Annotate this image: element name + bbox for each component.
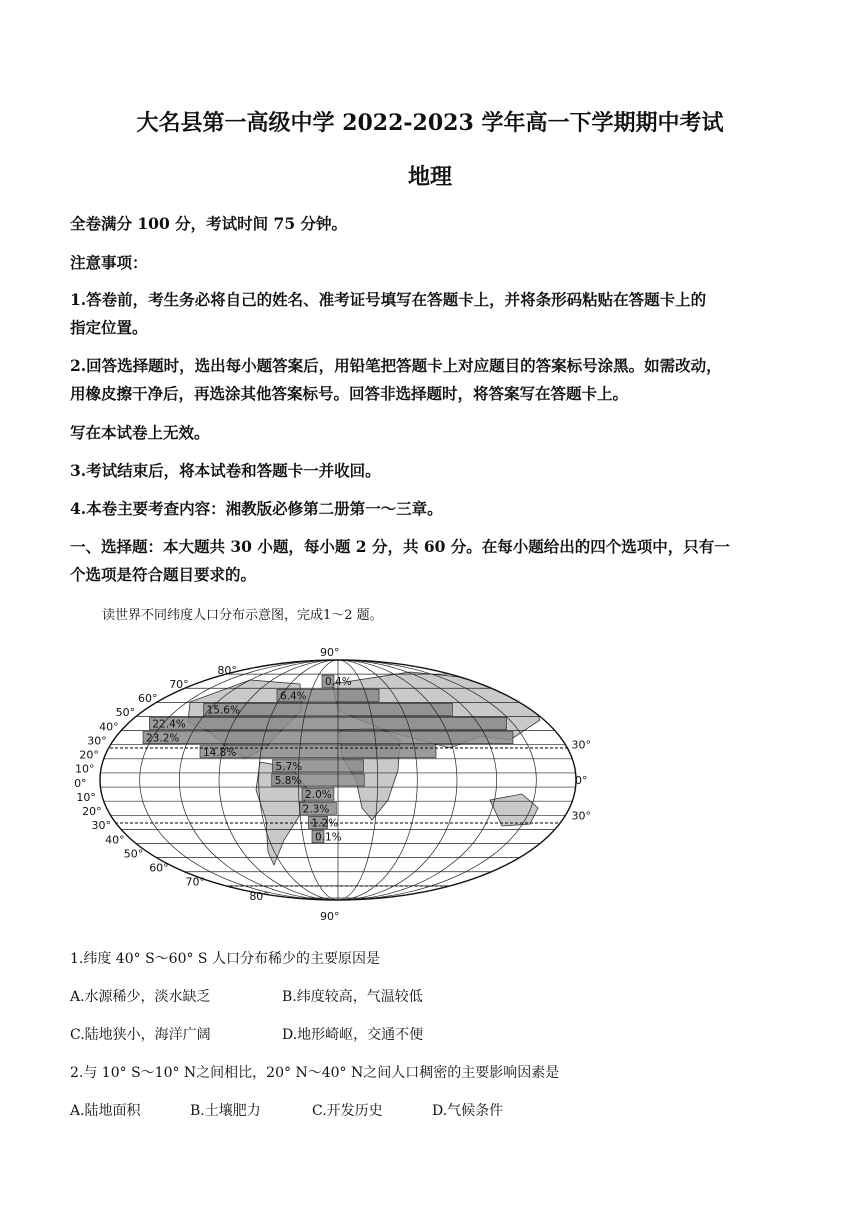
section-heading-line-1: 一、选择题：本大题共 30 小题，每小题 2 分，共 60 分。在每小题给出的四个选项中，只有一 [70,537,730,556]
latitude-label-right: 30° [571,738,591,752]
latitude-label-left: 10° [75,762,95,776]
question-2-option-a: A.陆地面积 [70,1103,141,1119]
population-bar [204,703,453,715]
latitude-label-left: 80° [249,889,269,903]
notice-item-3: 3.考试结束后，将本试卷和答题卡一并收回。 [70,461,381,480]
population-latitude-map [70,640,600,925]
score-time-note: 全卷满分 100 分，考试时间 75 分钟。 [70,214,348,233]
population-percent-label: 2.0% [305,789,332,802]
population-percent-label: 22.4% [152,718,186,731]
latitude-label-left: 80° [217,663,237,677]
latitude-label-left: 20° [79,748,99,762]
population-percent-label: 2.3% [302,803,330,816]
population-percent-label: 5.7% [275,760,303,773]
latitude-label-left: 20° [82,805,102,819]
notice-item-4: 4.本卷主要考查内容：湘教版必修第二册第一～三章。 [70,499,443,518]
notice-item-1-line-1: 1.答卷前，考生务必将自己的姓名、准考证号填写在答题卡上，并将条形码粘贴在答题卡上的 [70,290,707,309]
population-percent-label: 5.8% [274,775,302,788]
question-1-option-d: D.地形崎岖，交通不便 [282,1027,424,1043]
latitude-label-left: 40° [99,720,119,734]
notice-item-2-line-3: 写在本试卷上无效。 [70,423,210,442]
figure-intro: 读世界不同纬度人口分布示意图，完成1～2 题。 [102,608,383,623]
population-bar [143,732,513,744]
question-2-option-c: C.开发历史 [312,1103,383,1119]
latitude-label-left: 0° [74,776,87,790]
question-1-stem: 1.纬度 40° S～60° S 人口分布稀少的主要原因是 [70,951,380,967]
notice-item-1-line-2: 指定位置。 [70,318,148,337]
population-percent-label: 6.4% [279,690,307,703]
question-2-stem: 2.与 10° S～10° N之间相比，20° N～40° N之间人口稠密的主要影响因素是 [70,1065,560,1081]
exam-title: 大名县第一高级中学 2022-2023 学年高一下学期期中考试 [136,110,724,136]
population-bar [149,717,506,729]
latitude-label-right: 30° [571,809,591,823]
latitude-label-left: 30° [91,819,112,833]
right-latitude-labels [571,739,591,823]
population-percent-label: 0.1% [315,831,342,844]
latitude-label-left: 50° [115,706,136,720]
population-percent-label: 0.4% [325,676,352,689]
latitude-label-left: 30° [87,734,107,748]
population-percent-label: 14.8% [202,746,237,759]
exam-subject: 地理 [407,164,452,190]
latitude-label-left: 70° [169,678,189,691]
latitude-label-left: 70° [185,875,206,889]
latitude-label-left: 40° [105,833,125,847]
bottom-pole-label: 90° [320,910,340,923]
notice-heading: 注意事项： [70,253,148,272]
question-2-option-b: B.土壤肥力 [190,1103,261,1119]
top-pole-label: 90° [320,646,340,659]
population-percent-label: 23.2% [146,732,180,745]
section-heading-line-2: 个选项是符合题目要求的。 [70,565,257,584]
question-2-option-d: D.气候条件 [432,1103,504,1119]
question-1-option-b: B.纬度较高，气温较低 [282,989,423,1005]
question-1-option-a: A.水源稀少，淡水缺乏 [70,989,211,1005]
latitude-label-left: 60° [149,861,169,875]
notice-item-2-line-1: 2.回答选择题时，选出每小题答案后，用铅笔把答题卡上对应题目的答案标号涂黑。如需改动， [70,356,722,375]
question-1-option-c: C.陆地狭小，海洋广阔 [70,1027,211,1043]
notice-item-2-line-2: 用橡皮擦干净后，再选涂其他答案标号。回答非选择题时，将答案写在答题卡上。 [70,384,629,403]
latitude-label-left: 10° [76,790,96,804]
latitude-label-left: 50° [123,847,144,861]
latitude-label-left: 60° [138,692,158,706]
latitude-label-right: 0° [575,774,588,787]
population-percent-label: 15.6% [206,704,240,717]
population-percent-label: 1.2% [311,817,339,830]
